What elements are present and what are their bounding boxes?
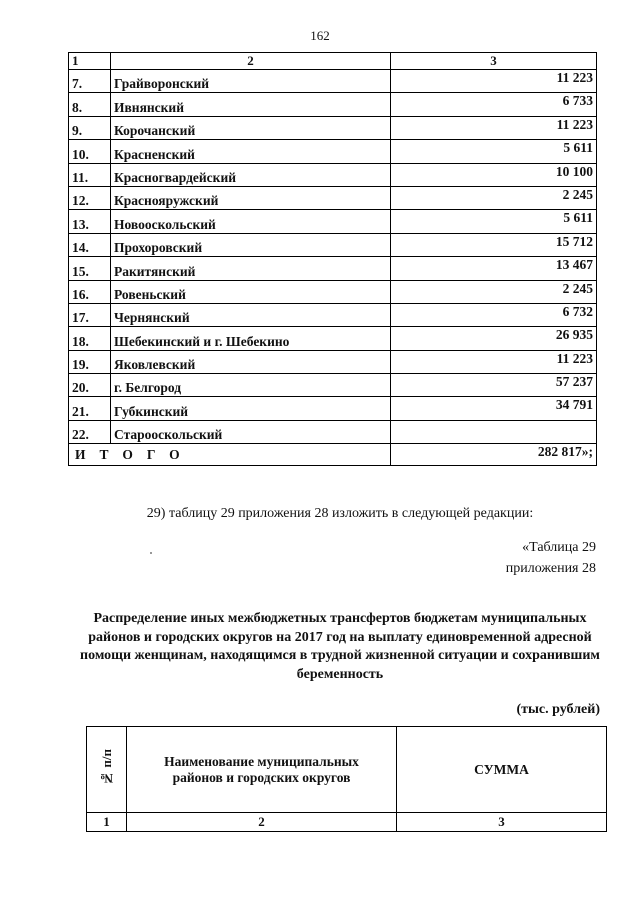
row-sum <box>391 420 597 443</box>
allocation-table-header <box>86 726 607 832</box>
row-number: 18. <box>69 327 111 350</box>
column-index-row <box>69 53 597 70</box>
row-number: 11. <box>69 163 111 186</box>
table-row <box>69 140 597 163</box>
district-name: Прохоровский <box>111 233 391 256</box>
table-row <box>69 163 597 186</box>
row-sum: 11 223 <box>391 350 597 373</box>
table-row <box>69 327 597 350</box>
table-row <box>69 303 597 326</box>
column-index-row <box>87 813 607 832</box>
row-sum: 10 100 <box>391 163 597 186</box>
total-label: ИТОГО <box>69 444 391 466</box>
table-row <box>69 397 597 420</box>
total-row <box>69 444 597 466</box>
row-number: 16. <box>69 280 111 303</box>
column-header-number: № п/п <box>87 727 127 813</box>
row-sum: 26 935 <box>391 327 597 350</box>
column-index-1: 1 <box>87 813 127 832</box>
row-sum: 11 223 <box>391 116 597 139</box>
row-sum: 34 791 <box>391 397 597 420</box>
table-row <box>69 280 597 303</box>
table-row <box>69 374 597 397</box>
district-name: Чернянский <box>111 303 391 326</box>
district-name: Яковлевский <box>111 350 391 373</box>
row-sum: 11 223 <box>391 70 597 93</box>
column-index-3: 3 <box>391 53 597 70</box>
row-sum: 5 611 <box>391 210 597 233</box>
row-sum: 2 245 <box>391 280 597 303</box>
column-index-2: 2 <box>127 813 397 832</box>
row-number: 21. <box>69 397 111 420</box>
table-reference-line2: приложения 28 <box>505 561 596 576</box>
column-index-2: 2 <box>111 53 391 70</box>
row-number: 7. <box>69 70 111 93</box>
district-name: Шебекинский и г. Шебекино <box>111 327 391 350</box>
district-name: Ровеньский <box>111 280 391 303</box>
row-number: 10. <box>69 140 111 163</box>
amendment-paragraph: 29) таблицу 29 приложения 28 изложить в следующей редакции: <box>146 506 534 521</box>
row-number: 19. <box>69 350 111 373</box>
district-name: Ракитянский <box>111 257 391 280</box>
district-name: Грайворонский <box>111 70 391 93</box>
scan-speck <box>150 552 152 554</box>
district-name: Красненский <box>111 140 391 163</box>
row-sum: 2 245 <box>391 186 597 209</box>
row-sum: 6 733 <box>391 93 597 116</box>
column-index-1: 1 <box>69 53 111 70</box>
row-sum: 57 237 <box>391 374 597 397</box>
page-number: 162 <box>310 28 330 43</box>
table-row <box>69 210 597 233</box>
table-row <box>69 116 597 139</box>
total-value: 282 817»; <box>391 444 597 466</box>
row-sum: 15 712 <box>391 233 597 256</box>
allocation-table-continued <box>68 52 597 466</box>
table-heading: Распределение иных межбюджетных трансфертов бюджетам муниципальных районов и городских округов на 2017 год на выплату единовременной адресной помощи женщинам, находящимся в трудной жизненной ситуации и сохранившим беременность <box>80 611 600 682</box>
row-number: 13. <box>69 210 111 233</box>
column-index-3: 3 <box>397 813 607 832</box>
table-row <box>69 257 597 280</box>
table-row <box>69 350 597 373</box>
row-sum: 13 467 <box>391 257 597 280</box>
units-label: (тыс. рублей) <box>516 702 600 717</box>
row-number: 9. <box>69 116 111 139</box>
table-reference-line1: «Таблица 29 <box>522 540 596 555</box>
district-name: Корочанский <box>111 116 391 139</box>
district-name: Ивнянский <box>111 93 391 116</box>
header-row <box>87 727 607 813</box>
table-row <box>69 186 597 209</box>
table-row <box>69 93 597 116</box>
row-number: 17. <box>69 303 111 326</box>
district-name: Краснояружский <box>111 186 391 209</box>
column-header-sum: СУММА <box>397 727 607 813</box>
row-number: 15. <box>69 257 111 280</box>
district-name: Новооскольский <box>111 210 391 233</box>
row-sum: 6 732 <box>391 303 597 326</box>
table-row <box>69 420 597 443</box>
row-number: 14. <box>69 233 111 256</box>
column-header-name: Наименование муниципальных районов и городских округов <box>127 727 397 813</box>
row-number: 20. <box>69 374 111 397</box>
row-number: 8. <box>69 93 111 116</box>
row-sum: 5 611 <box>391 140 597 163</box>
table-row <box>69 233 597 256</box>
district-name: г. Белгород <box>111 374 391 397</box>
district-name: Красногвардейский <box>111 163 391 186</box>
row-number: 12. <box>69 186 111 209</box>
district-name: Старооскольский <box>111 420 391 443</box>
row-number: 22. <box>69 420 111 443</box>
district-name: Губкинский <box>111 397 391 420</box>
table-row <box>69 70 597 93</box>
